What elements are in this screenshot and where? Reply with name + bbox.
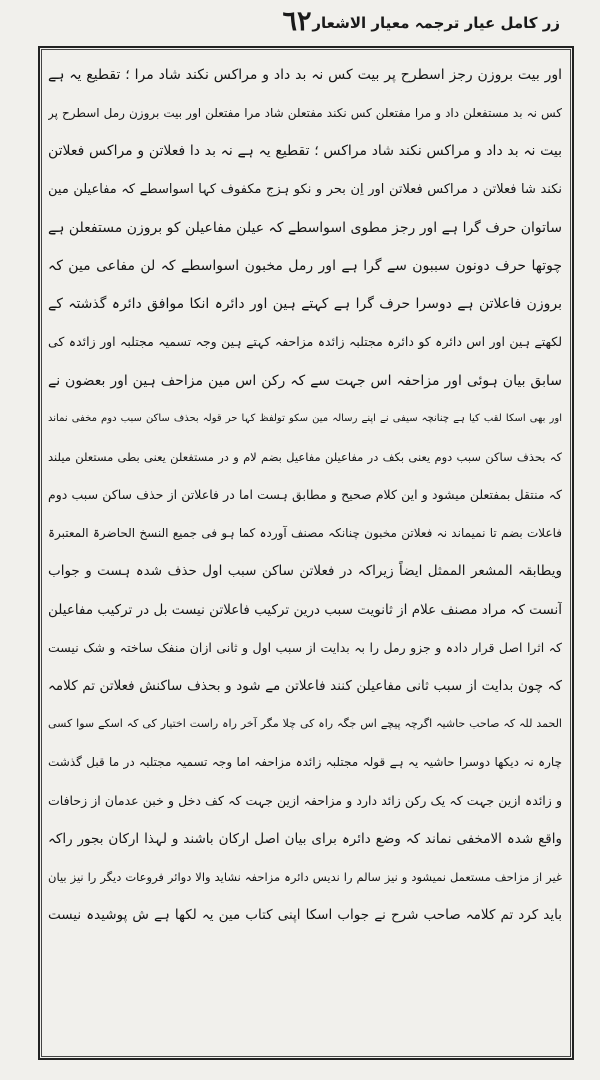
text-line: فاعلات بضم تا نمیماند نہ فعلاتن مخبون چنانکہ مصنف آوردہ کما ہو فی جمیع النسخ الحاضرۃ المعتبرۃ [48,526,562,541]
text-line: کہ منتقل بمفتعلن میشود و این کلام صحیح و مطابق ہست اما در فاعلاتن از حذف ساکن سبب دوم [48,487,562,503]
text-line: اور بھی اسکا لقب کیا ہے چنانچہ سیفی نے اپنے رسالہ مین سکو تولفظ کہا حر قولہ بحذف ساکن سبب دوم مخفی نماند [48,412,562,424]
text-line: غیر از مزاحف مستعمل نمیشود و نیز سالم را ندیس دائرہ مزاحفہ نشاید والا دوائر فروعات دیگر را نیز بیان [48,869,562,884]
text-line: ساتوان حرف گرا ہے اور رجز مطوی اسواسطے کہ عیلن مفاعیلن کو بروزن مستفعلن ہے [48,219,562,236]
text-line: کہ چون بدایت از سبب ثانی مفاعیلن کنند فاعلاتن مے شود و بحذف ساکنش فعلاتن تم کلامہ [48,678,562,694]
text-line: باید کرد تم کلامہ صاحب شرح نے جواب اسکا اپنی کتاب مین یہ لکھا ہے ش پوشیدہ نیست [48,907,562,924]
page-number: ٦٢ [282,6,312,37]
text-line: آنست کہ مراد مصنف علام از ثانویت سبب درین ترکیب فاعلاتن نیست بل در ترکیب مفاعیلن [48,601,562,618]
text-line: ویطابقہ المشعر الممثل ایضاً زیراکہ در فعلاتن ساکن سبب اول حذف شدہ ہست و جواب [48,563,562,580]
text-line: چوتھا حرف دونون سببون سے گرا ہے اور رمل مخبون اسواسطے کہ لن مفاعی مین کہ [48,257,562,274]
text-line: چارہ نہ دیکھا دوسرا حاشیہ یہ ہے قولہ مجتلبہ زائدہ مزاحفہ اما وجہ تسمیہ مجتلبہ در ما قبل گذشت [48,755,562,770]
text-line: الحمد للہ کہ صاحب حاشیہ اگرچہ پیچے اس جگہ راہ کی چلا مگر آخر راہ راست اختیار کی کہ اسکے سوا کسی [48,717,562,731]
text-line: واقع شدہ الامخفی نماند کہ وضع دائرہ برای بیان اصل ارکان باشند و لہذا ارکان بجور راکہ [48,830,562,847]
text-line: بیت نہ بد داد و مراکس نکند شاد مراکس ؛ تقطیع یہ ہے نہ بد دا فعلاتن و مراکس فعلاتن [48,143,562,160]
text-line: نکند شا فعلاتن د مراکس فعلاتن اور اِن بحر و نکو ہزج مکفوف کہا اسواسطے کہ مفاعیلن مین [48,181,562,197]
text-line: بروزن فاعلاتن ہے دوسرا حرف گرا ہے کہتے ہین اور دائرہ انکا موافق دائرہ گذشتہ کے [48,296,562,313]
page-header [0,0,600,44]
text-line: کس نہ بد مستفعلن داد و مرا مفتعلن کس نکند مفتعلن شاد مرا مفتعلن اور بیت بروزن رمل اسطرح پر [48,106,562,121]
body-text [48,56,562,1051]
running-title: زر کامل عیار ترجمہ معیار الاشعار [312,14,560,32]
text-line: کہ اثرا اصل قرار دادہ و جزو رمل را بہ بدایت از سبب اول و ثانی ازان منفک ساختہ و شک نیست [48,639,562,655]
text-line: سابق بیان ہوئی اور مزاحفہ اس جہت سے کہ رکن اس مین مزاحف ہین اور بعضون نے [48,372,562,389]
text-line: لکھتے ہین اور اس دائرہ کو دائرہ مجتلبہ زائدہ مزاحفہ کہتے ہین وجہ تسمیہ مجتلبہ اور زائدہ کی [48,334,562,350]
text-line: و زائدہ ازین جہت کہ یک رکن زائد دارد و مزاحفہ ازین جہت کہ کف دخل و خبن عدمان از زحافات [48,792,562,808]
text-line: کہ بحذف ساکن سبب دوم یعنی بکف در مفاعیلن مفاعیل بضم لام و در مستفعلن یعنی بطی مستعلن میلند [48,449,562,464]
text-line: اور بیت بروزن رجز اسطرح پر بیت کس نہ بد داد و مراکس نکند شاد مرا ؛ تقطیع یہ ہے [48,67,562,83]
